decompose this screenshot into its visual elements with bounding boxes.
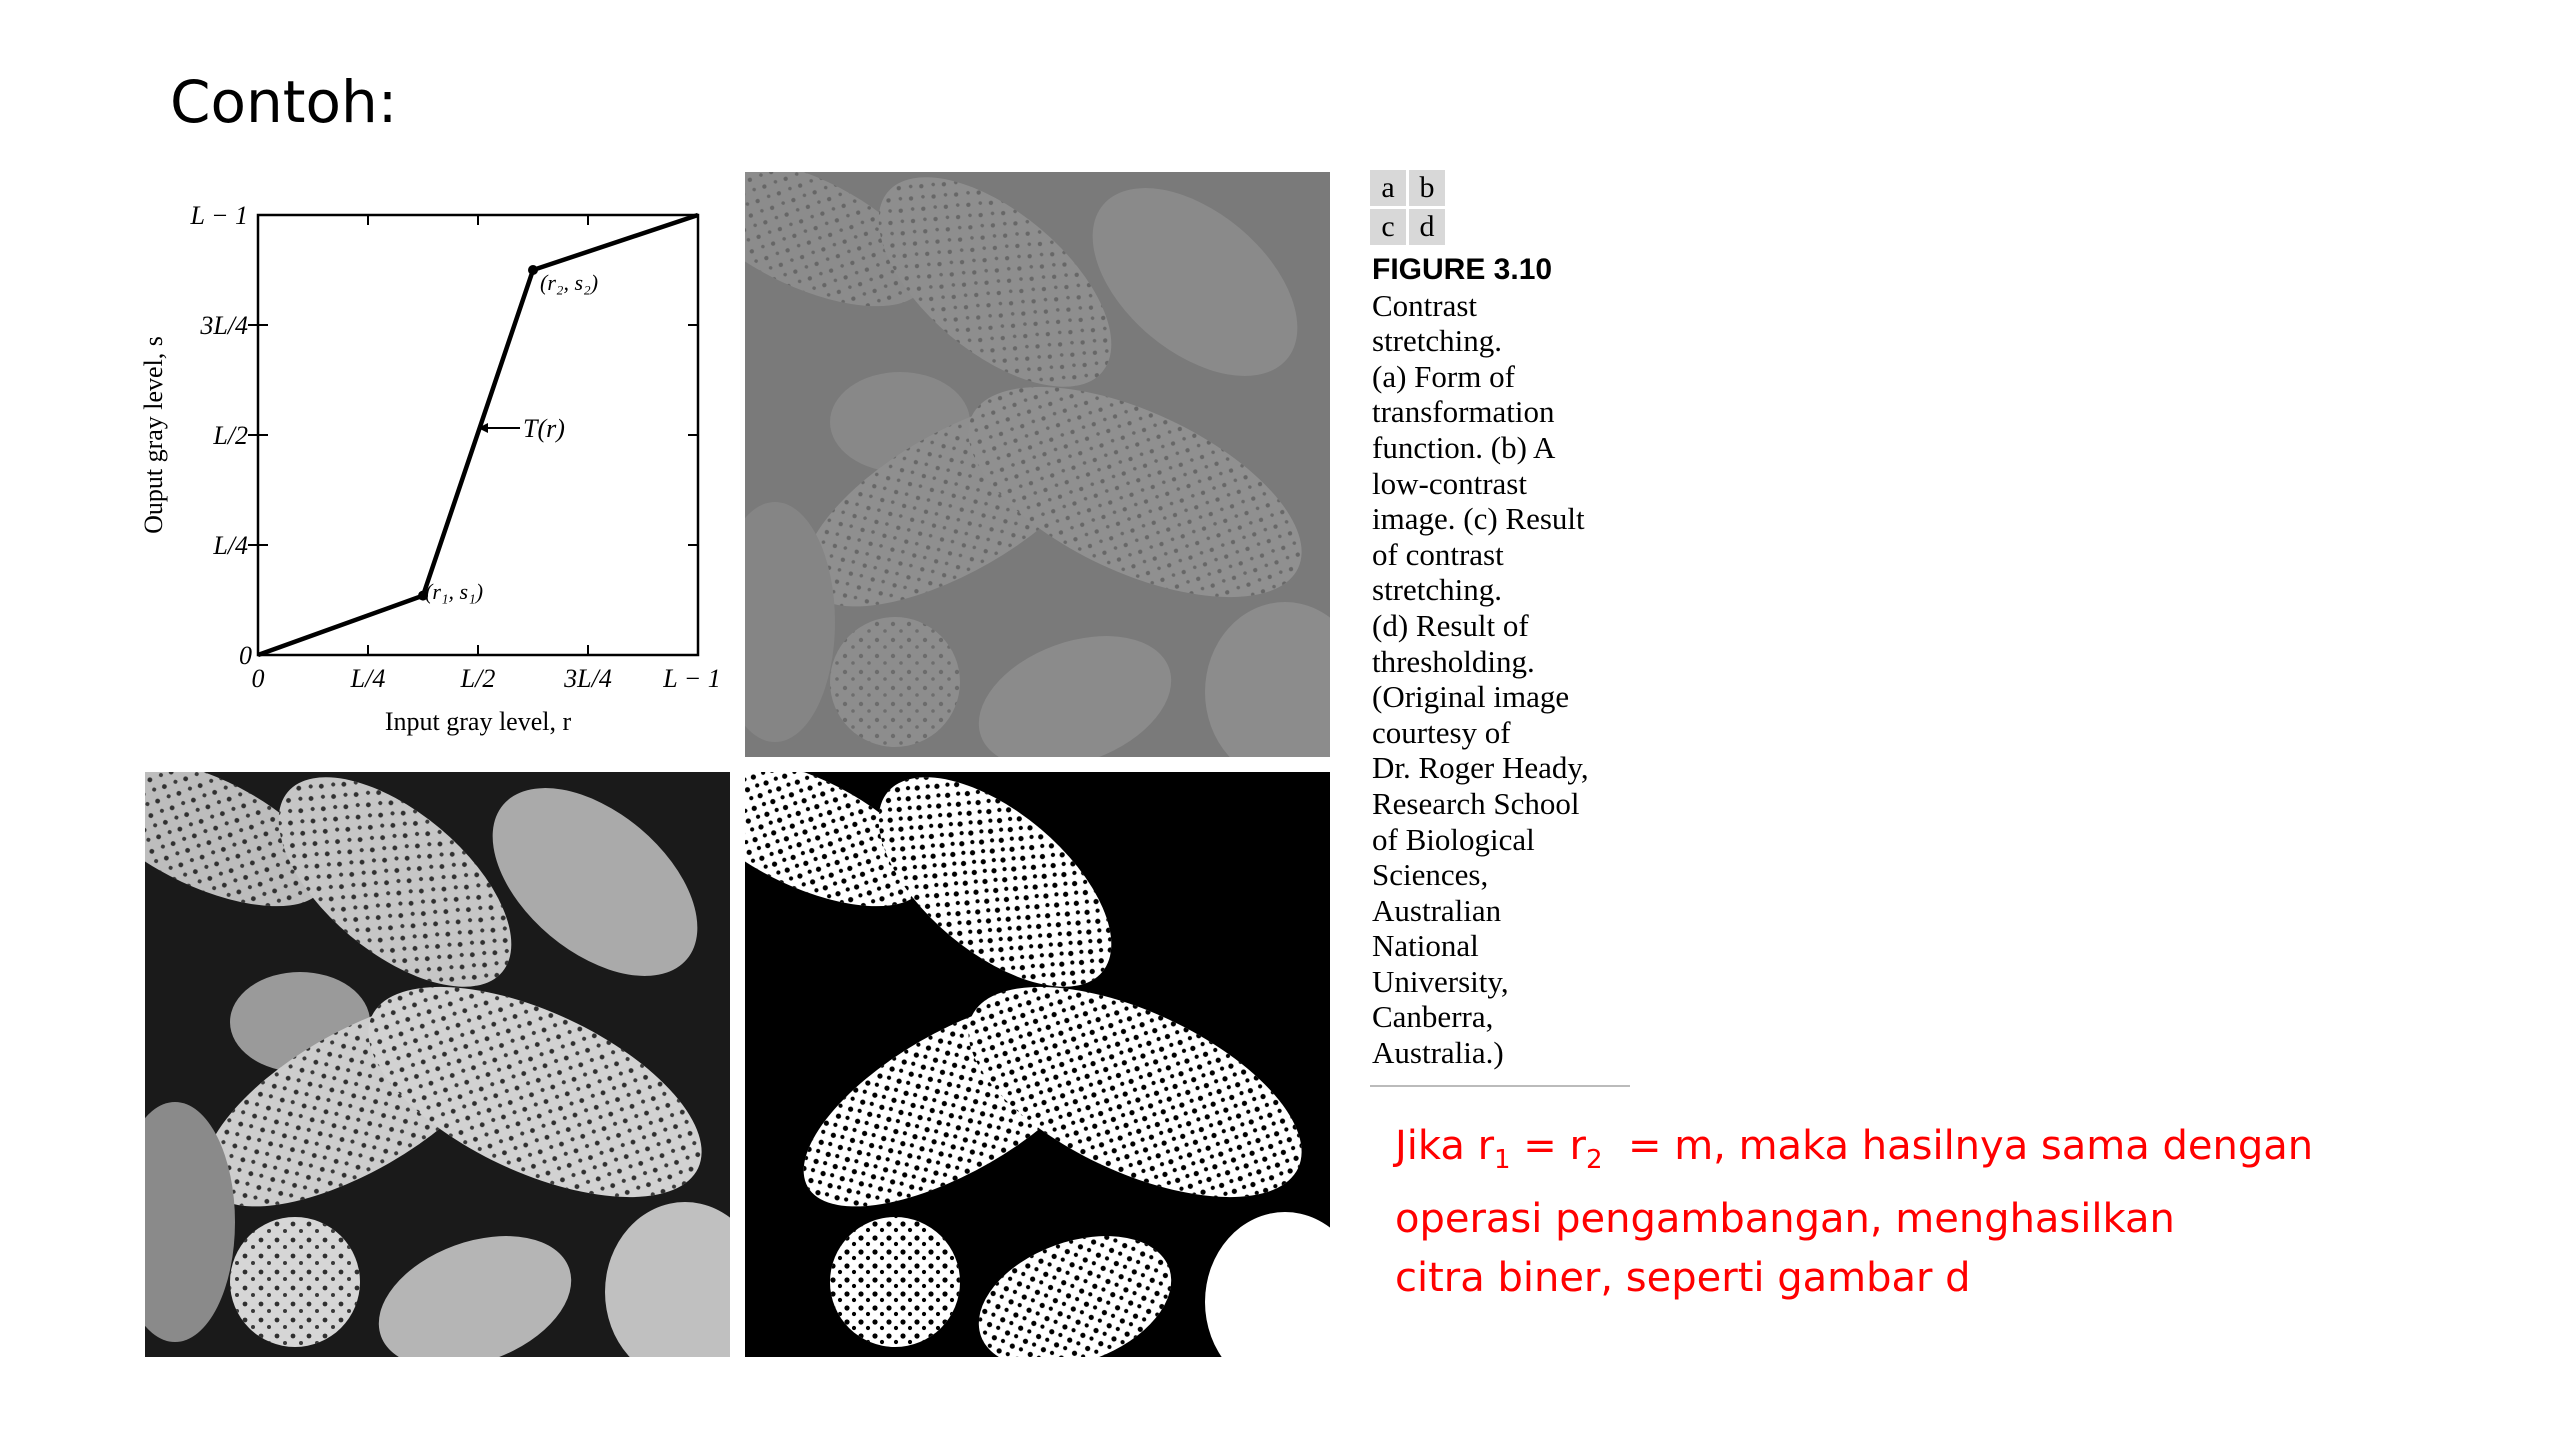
note-line-2: operasi pengambangan, menghasilkan xyxy=(1395,1196,2175,1242)
x-tick-label: 0 xyxy=(251,664,265,693)
point2-label: (r₂, s₂) xyxy=(540,270,599,295)
caption-line: of Biological xyxy=(1372,821,1535,857)
x-tick-label: L/2 xyxy=(460,664,496,693)
caption-line: image. (c) Result xyxy=(1372,501,1585,537)
note-line-1 xyxy=(1395,1117,2395,1190)
caption-divider xyxy=(1370,1085,1630,1087)
thresholded-image xyxy=(745,772,1330,1357)
caption-line: thresholding. xyxy=(1372,643,1535,679)
note-subscript: 1 xyxy=(1494,1145,1511,1175)
caption-line: Australia.) xyxy=(1372,1035,1504,1071)
x-axis-label: Input gray level, r xyxy=(384,707,572,736)
y-axis-label: Ouput gray level, s xyxy=(139,336,168,534)
contrast-stretched-image xyxy=(145,772,730,1357)
explanation-note xyxy=(1395,1117,2395,1308)
caption-line: (d) Result of xyxy=(1372,607,1529,643)
caption-line: stretching. xyxy=(1372,323,1502,359)
caption-line: Australian xyxy=(1372,892,1502,928)
point1-label: (r₁, s₁) xyxy=(425,579,484,604)
panel-label-b: b xyxy=(1409,170,1445,206)
caption-line: Research School xyxy=(1372,785,1580,821)
caption-lines xyxy=(1372,288,1642,1071)
figure-caption xyxy=(1372,252,1642,1071)
y-tick-label: L/4 xyxy=(213,531,248,560)
curve-label: T(r) xyxy=(523,414,565,443)
caption-line: Dr. Roger Heady, xyxy=(1372,750,1589,786)
caption-line: Contrast xyxy=(1372,287,1478,323)
caption-line: transformation xyxy=(1372,394,1555,430)
note-subscript: 2 xyxy=(1585,1145,1603,1175)
panel-label-a: a xyxy=(1370,170,1406,206)
caption-line: of contrast xyxy=(1372,536,1504,572)
y-tick-label: 0 xyxy=(239,641,252,670)
note-line-3: citra biner, seperti gambar d xyxy=(1395,1255,1971,1301)
x-tick-label: 3L/4 xyxy=(564,664,612,693)
point-r2-s2 xyxy=(528,265,538,275)
caption-line: Sciences, xyxy=(1372,857,1489,893)
slide-title: Contoh: xyxy=(170,68,398,136)
y-tick-label: 3L/4 xyxy=(200,311,248,340)
figure-number: FIGURE 3.10 xyxy=(1372,253,1553,286)
panel-label-grid xyxy=(1370,170,1445,245)
caption-line: (Original image xyxy=(1372,679,1570,715)
y-tick-label: L − 1 xyxy=(190,201,248,230)
x-tick-label: L − 1 xyxy=(663,664,721,693)
y-tick-label: L/2 xyxy=(213,421,248,450)
caption-line: (a) Form of xyxy=(1372,358,1515,394)
caption-line: University, xyxy=(1372,963,1509,999)
panel-label-c: c xyxy=(1370,209,1406,245)
low-contrast-image xyxy=(745,172,1330,757)
caption-line: courtesy of xyxy=(1372,714,1511,750)
caption-line: stretching. xyxy=(1372,572,1502,608)
transformation-plot xyxy=(120,185,735,745)
note-text: = r xyxy=(1510,1123,1586,1169)
note-text: = m, maka hasilnya sama dengan xyxy=(1602,1123,2314,1169)
caption-line: Canberra, xyxy=(1372,999,1494,1035)
caption-line: function. (b) A xyxy=(1372,429,1556,465)
panel-label-d: d xyxy=(1409,209,1445,245)
x-tick-label: L/4 xyxy=(350,664,386,693)
note-text: Jika r xyxy=(1395,1123,1495,1169)
caption-line: low-contrast xyxy=(1372,465,1527,501)
caption-line: National xyxy=(1372,928,1479,964)
